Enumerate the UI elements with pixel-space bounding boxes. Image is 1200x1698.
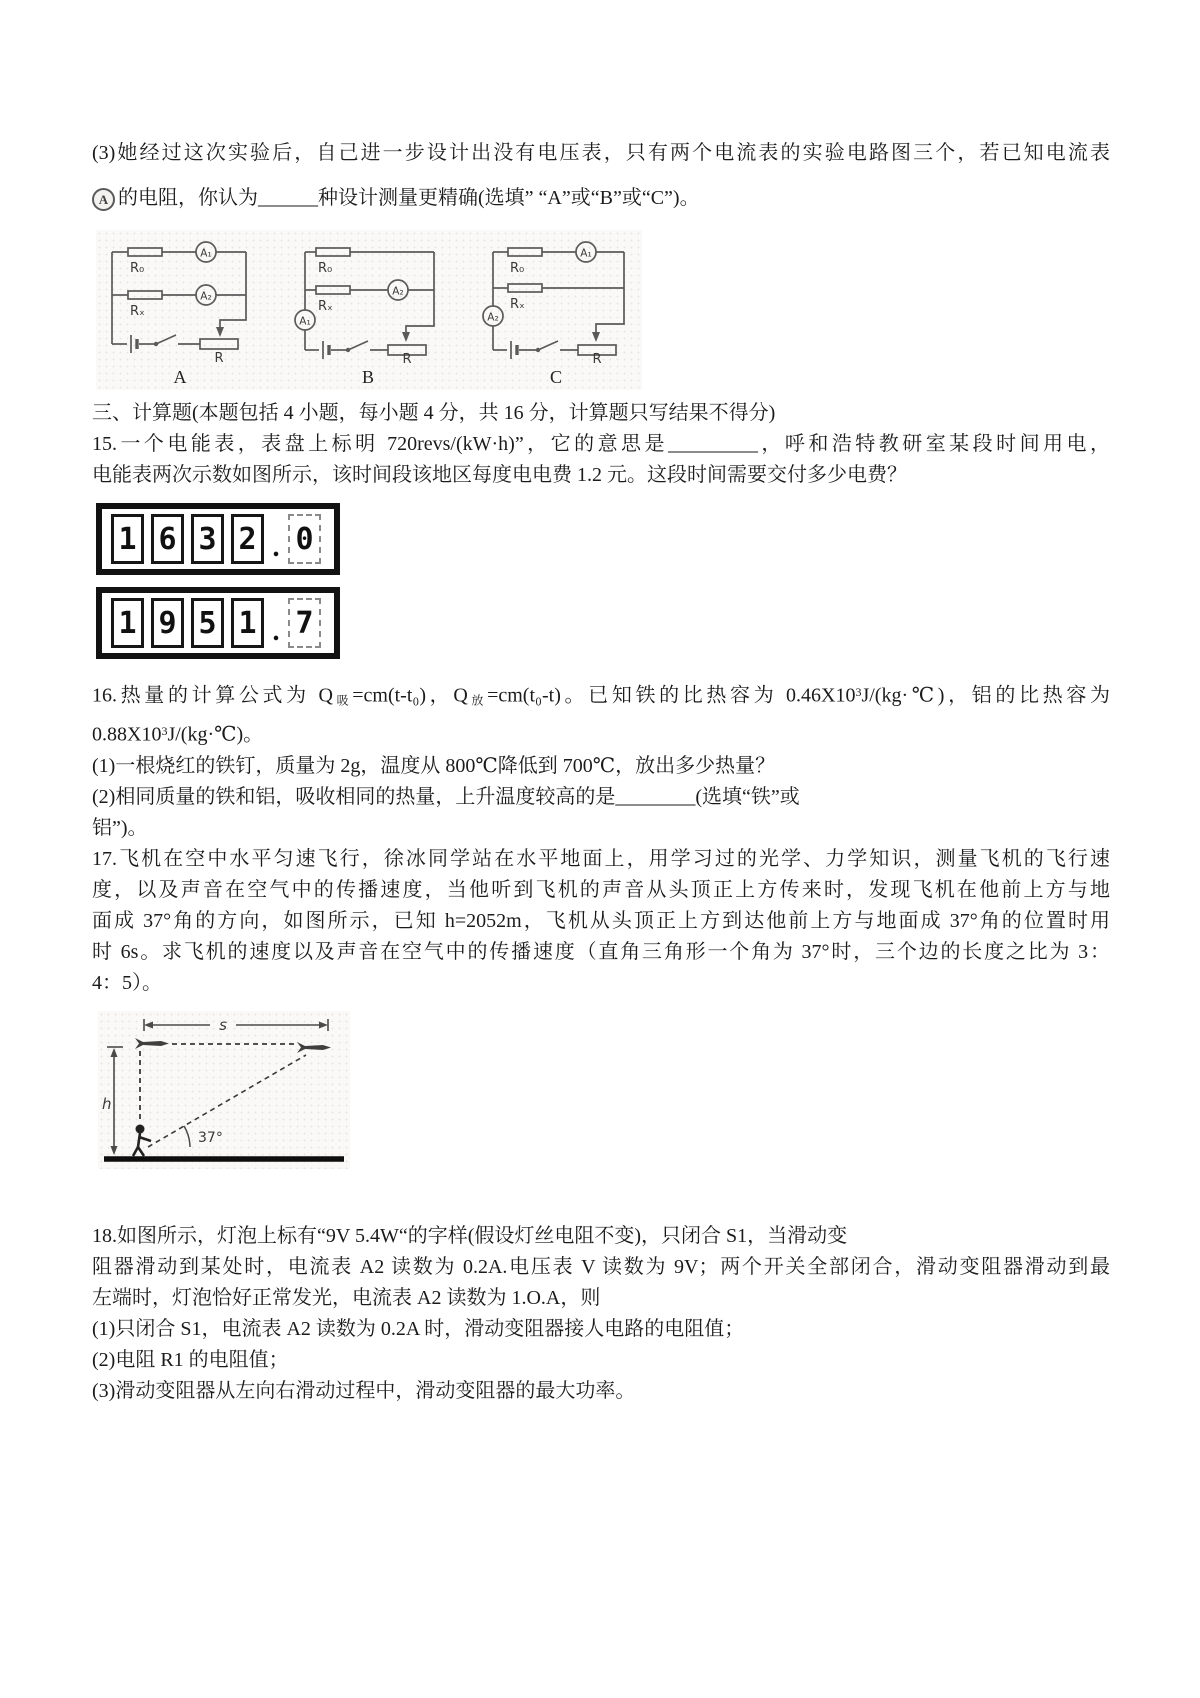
q16-item2-line2: 铝”)。	[92, 816, 148, 839]
rheostat-label: R	[402, 352, 412, 364]
q16-line1: 16.热量的计算公式为 $Q_吸=cm(t-t_0)$，$Q_放=cm(t_0-t)$。已知铁的比热容为 $0.46X10^3J/(kg\cdot℃)$，铝的比热容为	[92, 684, 1110, 708]
ammeter-icon	[92, 188, 115, 211]
meter-tenths-digit: 7	[288, 598, 321, 648]
q16-item1: (1)一根烧红的铁钉，质量为 2g，温度从 800℃降低到 700℃，放出多少热量？	[92, 754, 776, 777]
q3-line2-text: 的电阻，你认为______种设计测量更精确(选填” “A”或“B”或“C”)。	[118, 187, 700, 209]
left-plane-icon	[135, 1038, 169, 1049]
q17-line5: 4：5）。	[92, 971, 162, 994]
meter-digit: 1	[111, 514, 144, 564]
circuit-c-caption: C	[549, 367, 562, 387]
meter-decimal-point: .	[272, 616, 280, 647]
ammeter-a1-label: A₁	[580, 247, 592, 260]
rheostat-label: R	[592, 352, 602, 364]
resistor-r0-label: R₀	[130, 261, 145, 276]
section-3-heading: 三、计算题(本题包括 4 小题，每小题 4 分，共 16 分，计算题只写结果不得分)	[92, 402, 776, 424]
resistor-r0-label: R₀	[510, 261, 525, 276]
meter-decimal-point: .	[272, 532, 280, 563]
circuit-a-diagram	[104, 240, 256, 364]
q16-item2-line1: (2)相同质量的铁和铝，吸收相同的热量，上升温度较高的是________(选填“铁”或	[92, 785, 800, 808]
q15-line2: 电能表两次示数如图所示，该时间段该地区每度电电费 1.2 元。这段时间需要交付多少电费？	[92, 464, 907, 486]
arrowhead-right-icon	[319, 1021, 328, 1028]
q18-item3: (3)滑动变阻器从左向右滑动过程中，滑动变阻器的最大功率。	[92, 1379, 636, 1402]
resistor-rx-label: Rₓ	[130, 304, 145, 319]
q17-line2: 度，以及声音在空气中的传播速度，当他听到飞机的声音从头顶正上方传来时，发现飞机在他前上方与地	[92, 878, 1110, 901]
q18-item2: (2)电阻 R1 的电阻值；	[92, 1348, 289, 1371]
person-icon	[133, 1124, 151, 1156]
energy-meter-figure	[92, 503, 1110, 659]
meter-tenths-digit: 0	[288, 514, 321, 564]
switch-contact-icon	[346, 348, 350, 352]
circuit-c	[480, 240, 632, 388]
ammeter-a1-label: A₁	[200, 247, 212, 260]
energy-meter-reading-2	[96, 587, 340, 659]
angle-label: 37°	[198, 1129, 223, 1146]
arrowhead-up-icon	[111, 1048, 118, 1057]
airplane-diagram-svg	[98, 1011, 350, 1169]
circuit-b-diagram	[292, 240, 444, 364]
distance-s-label: s	[219, 1015, 227, 1034]
right-plane-icon	[297, 1042, 331, 1053]
meter-digit: 1	[111, 598, 144, 648]
energy-meter-reading-1	[96, 503, 340, 575]
q17-line1: 17.飞机在空中水平匀速飞行，徐冰同学站在水平地面上，用学习过的光学、力学知识，测量飞机的飞行速	[92, 847, 1110, 870]
meter-digit: 9	[151, 598, 184, 648]
meter-digit: 3	[191, 514, 224, 564]
q15-line1: 15.一个电能表，表盘上标明 720revs/(kW·h)”，它的意思是_________，呼和浩特教研室某段时间用电，	[92, 433, 1110, 455]
meter-digit: 1	[231, 598, 264, 648]
meter-digit: 2	[231, 514, 264, 564]
arrowhead-down-icon	[111, 1146, 118, 1155]
angle-arc	[184, 1126, 190, 1147]
circuit-c-diagram	[480, 240, 632, 364]
ammeter-a2-label: A₂	[200, 290, 212, 303]
wiper-arrow-icon	[216, 327, 224, 337]
resistor-r0-label: R₀	[318, 261, 333, 276]
airplane-diagram	[98, 1011, 350, 1169]
q18-item1: (1)只闭合 S1，电流表 A2 读数为 0.2A 时，滑动变阻器接人电路的电阻值；	[92, 1317, 745, 1340]
circuit-b-caption: B	[361, 367, 374, 387]
circuit-figure	[96, 230, 642, 390]
sightline-dashed-line	[148, 1055, 306, 1147]
wiper-arrow-icon	[402, 332, 410, 342]
q3-line2	[92, 183, 1110, 214]
q17-line4: 时 6s。求飞机的速度以及声音在空气中的传播速度（直角三角形一个角为 37°时，三个边的长度之比为 3：	[92, 940, 1110, 963]
q18-line3: 左端时，灯泡恰好正常发光，电流表 A2 读数为 1.O.A，则	[92, 1286, 601, 1309]
circuit-a-caption: A	[173, 367, 187, 387]
meter-digit: 6	[151, 514, 184, 564]
q16-line2: $0.88X10^3J/(kg\cdot℃)$。	[92, 723, 264, 746]
switch-contact-icon	[536, 348, 540, 352]
circuit-b	[292, 240, 444, 388]
circuit-a	[104, 240, 256, 388]
ammeter-a2-label: A₂	[487, 311, 499, 324]
resistor-rx-label: Rₓ	[510, 297, 525, 312]
switch-contact-icon	[154, 342, 158, 346]
arrowhead-left-icon	[144, 1021, 153, 1028]
meter-digit: 5	[191, 598, 224, 648]
wiper-arrow-icon	[592, 332, 600, 342]
rheostat-label: R	[214, 351, 224, 364]
ammeter-a1-label: A₁	[299, 315, 311, 328]
ammeter-a2-label: A₂	[392, 285, 404, 298]
q17-line3: 面成 37°角的方向，如图所示，已知 h=2052m，飞机从头顶正上方到达他前上方与地面成 37°角的位置时用	[92, 909, 1110, 932]
q18-line1: 18.如图所示，灯泡上标有“9V 5.4W“的字样(假设灯丝电阻不变)，只闭合 S1，当滑动变	[92, 1224, 848, 1247]
resistor-rx-label: Rₓ	[318, 299, 333, 314]
height-h-label: h	[102, 1094, 112, 1113]
q3-line1: (3)她经过这次实验后，自己进一步设计出没有电压表，只有两个电流表的实验电路图三个，若已知电流表	[92, 142, 1110, 164]
q18-line2: 阻器滑动到某处时，电流表 A2 读数为 0.2A.电压表 V 读数为 9V；两个开关全部闭合，滑动变阻器滑动到最	[92, 1255, 1110, 1278]
ammeter-icon-letter: A	[98, 191, 109, 207]
